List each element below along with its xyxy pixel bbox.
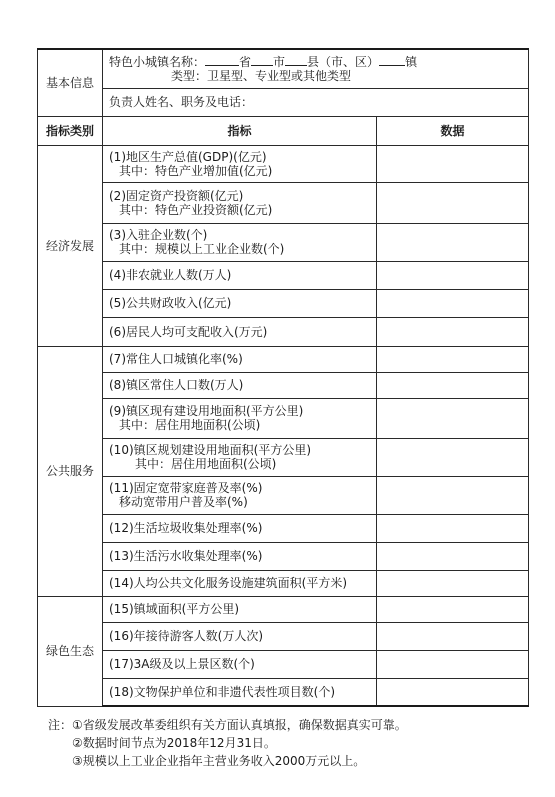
contact-cell[interactable] xyxy=(103,88,529,116)
indicator-label: (6)居民人均可支配收入(万元) xyxy=(109,324,268,339)
indicator-form-table xyxy=(37,48,529,707)
data-cell[interactable] xyxy=(377,346,529,372)
header-category: 指标类别 xyxy=(38,116,103,145)
category-public-service: 公共服务 xyxy=(38,346,103,596)
indicator-cell xyxy=(103,514,377,542)
table-row xyxy=(38,514,529,542)
county-blank[interactable] xyxy=(285,54,307,66)
table-row xyxy=(38,438,529,476)
indicator-label: (18)文物保护单位和非遗代表性项目数(个) xyxy=(109,684,335,699)
indicator-sublabel: 其中：特色产业增加值(亿元) xyxy=(119,163,273,178)
table-row xyxy=(38,223,529,261)
table-row xyxy=(38,261,529,289)
town-type-line: 类型：卫星型、专业型或其他类型 xyxy=(171,69,352,84)
indicator-cell xyxy=(103,261,377,289)
indicator-label: (7)常住人口城镇化率(%) xyxy=(109,352,243,366)
data-cell[interactable] xyxy=(377,145,529,182)
table-row xyxy=(38,570,529,596)
indicator-label: (14)人均公共文化服务设施建筑面积(平方米) xyxy=(109,576,347,590)
indicator-label: (17)3A级及以上景区数(个) xyxy=(109,657,255,671)
table-row xyxy=(38,678,529,706)
indicator-label: (4)非农就业人数(万人) xyxy=(109,268,232,282)
indicator-cell xyxy=(103,398,377,438)
data-cell[interactable] xyxy=(377,261,529,289)
data-cell[interactable] xyxy=(377,542,529,570)
indicator-label: (12)生活垃圾收集处理率(%) xyxy=(109,521,263,535)
table-row xyxy=(38,542,529,570)
data-cell[interactable] xyxy=(377,438,529,476)
contact-label: 负责人姓名、职务及电话： xyxy=(109,95,254,109)
contact-row xyxy=(38,88,529,116)
indicator-label: (5)公共财政收入(亿元) xyxy=(109,296,232,310)
indicator-sublabel: 移动宽带用户普及率(%) xyxy=(119,495,248,509)
indicator-cell xyxy=(103,650,377,678)
table-row xyxy=(38,650,529,678)
data-cell[interactable] xyxy=(377,650,529,678)
basic-info-row xyxy=(38,49,529,88)
table-row xyxy=(38,289,529,317)
footnote-3: ③规模以上工业企业指年主营业务收入2000万元以上。 xyxy=(72,754,366,768)
basic-info-name-cell xyxy=(103,49,529,88)
table-row xyxy=(38,145,529,182)
indicator-cell xyxy=(103,622,377,650)
header-indicator: 指标 xyxy=(103,116,377,145)
footnote-1: 注：①省级发展改革委组织有关方面认真填报，确保数据真实可靠。 xyxy=(48,718,407,732)
town-name-line xyxy=(103,54,528,69)
town-label: 镇 xyxy=(405,55,418,70)
data-cell[interactable] xyxy=(377,622,529,650)
province-blank[interactable] xyxy=(205,54,239,66)
data-cell[interactable] xyxy=(377,223,529,261)
indicator-sublabel: 其中：规模以上工业企业数(个) xyxy=(119,242,285,256)
data-cell[interactable] xyxy=(377,596,529,622)
table-row xyxy=(38,398,529,438)
indicator-cell xyxy=(103,372,377,398)
basic-info-category: 基本信息 xyxy=(38,49,103,116)
indicator-label: (10)镇区规划建设用地面积(平方公里) xyxy=(109,443,311,457)
indicator-cell xyxy=(103,223,377,261)
table-row xyxy=(38,182,529,223)
data-cell[interactable] xyxy=(377,317,529,346)
table-row xyxy=(38,622,529,650)
data-cell[interactable] xyxy=(377,398,529,438)
indicator-cell xyxy=(103,438,377,476)
county-label: 县（市、区） xyxy=(307,55,380,70)
data-cell[interactable] xyxy=(377,182,529,223)
data-cell[interactable] xyxy=(377,289,529,317)
indicator-label: (3)入驻企业数(个) xyxy=(109,228,208,242)
indicator-label: (11)固定宽带家庭普及率(%) xyxy=(109,481,263,495)
indicator-label: (2)固定资产投资额(亿元) xyxy=(109,188,244,203)
data-cell[interactable] xyxy=(377,678,529,706)
indicator-label: (8)镇区常住人口数(万人) xyxy=(109,378,244,392)
indicator-cell xyxy=(103,596,377,622)
data-cell[interactable] xyxy=(377,372,529,398)
indicator-cell xyxy=(103,317,377,346)
data-cell[interactable] xyxy=(377,514,529,542)
indicator-label: (13)生活污水收集处理率(%) xyxy=(109,549,263,563)
indicator-cell xyxy=(103,145,377,182)
table-row xyxy=(38,346,529,372)
city-label: 市 xyxy=(273,55,286,70)
table-row xyxy=(38,317,529,346)
indicator-cell xyxy=(103,476,377,514)
indicator-sublabel: 其中：居住用地面积(公顷) xyxy=(119,418,261,432)
header-data: 数据 xyxy=(377,116,529,145)
indicator-cell xyxy=(103,346,377,372)
indicator-cell xyxy=(103,182,377,223)
footnotes xyxy=(48,716,407,770)
table-row xyxy=(38,476,529,514)
province-label: 省 xyxy=(239,55,252,70)
town-name-label: 特色小城镇名称： xyxy=(109,55,206,70)
data-cell[interactable] xyxy=(377,570,529,596)
town-blank[interactable] xyxy=(379,54,405,66)
indicator-cell xyxy=(103,289,377,317)
table-row xyxy=(38,596,529,622)
indicator-label: (9)镇区现有建设用地面积(平方公里) xyxy=(109,404,304,418)
city-blank[interactable] xyxy=(251,54,273,66)
header-row xyxy=(38,116,529,145)
footnote-2: ②数据时间节点为2018年12月31日。 xyxy=(72,736,276,750)
category-economy: 经济发展 xyxy=(38,145,103,346)
indicator-sublabel: 其中：特色产业投资额(亿元) xyxy=(119,202,273,217)
table-row xyxy=(38,372,529,398)
indicator-label: (1)地区生产总值(GDP)(亿元) xyxy=(109,149,267,164)
indicator-sublabel: 其中：居住用地面积(公顷) xyxy=(135,457,277,471)
indicator-cell xyxy=(103,570,377,596)
indicator-label: (15)镇域面积(平方公里) xyxy=(109,602,239,616)
indicator-cell xyxy=(103,542,377,570)
indicator-cell xyxy=(103,678,377,706)
data-cell[interactable] xyxy=(377,476,529,514)
indicator-label: (16)年接待游客人数(万人次) xyxy=(109,629,263,643)
category-green-ecology: 绿色生态 xyxy=(38,596,103,706)
